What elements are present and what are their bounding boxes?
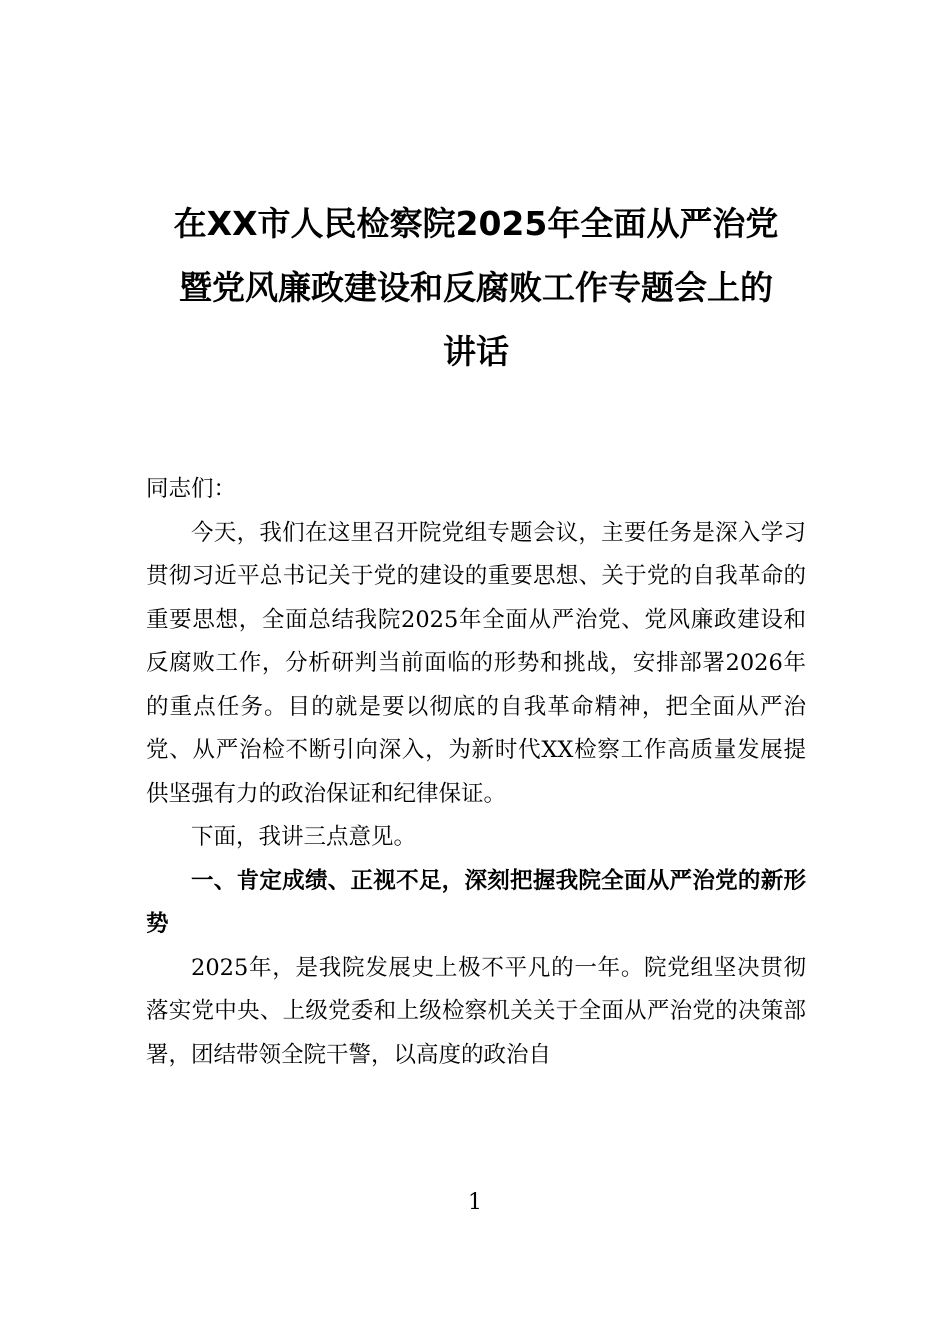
document-title bbox=[146, 192, 806, 384]
document-body bbox=[146, 468, 806, 1077]
page-number: 1 bbox=[468, 1190, 482, 1215]
salutation: 同志们： bbox=[146, 476, 237, 502]
title-line-2: 暨党风廉政建设和反腐败工作专题会上的 bbox=[179, 268, 773, 307]
paragraph-intro: 今天，我们在这里召开院党组专题会议，主要任务是深入学习贯彻习近平总书记关于党的建设的重要思想、关于党的自我革命的重要思想，全面总结我院2025年全面从严治党、党风廉政建设和反腐败工作，分析研判当前面临的形势和挑战，安排部署2026年的重点任务。目的就是要以彻底的自我革命精神，把全面从严治党、从严治检不断引向深入，为新时代XX检察工作高质量发展提供坚强有力的政治保证和纪律保证。 bbox=[146, 519, 806, 807]
section-heading-1: 一、肯定成绩、正视不足，深刻把握我院全面从严治党的新形势 bbox=[146, 867, 806, 937]
paragraph-section-1: 2025年，是我院发展史上极不平凡的一年。院党组坚决贯彻落实党中央、上级党委和上级检察机关关于全面从严治党的决策部署，团结带领全院干警，以高度的政治自 bbox=[146, 954, 806, 1068]
title-line-1: 在XX市人民检察院2025年全面从严治党 bbox=[173, 204, 779, 243]
paragraph-outline: 下面，我讲三点意见。 bbox=[191, 824, 417, 850]
title-line-3: 讲话 bbox=[443, 332, 509, 371]
